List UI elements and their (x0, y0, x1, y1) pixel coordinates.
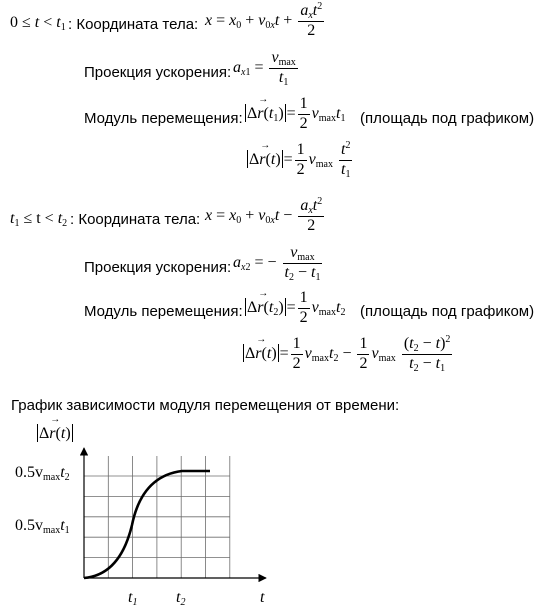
graph-caption: График зависимости модуля перемещения от времени: (11, 397, 400, 414)
displacement-curve (84, 471, 210, 578)
area-note-1: (площадь под графиком) (360, 110, 535, 127)
acceleration-label-2: Проекция ускорения: (84, 259, 232, 276)
graph-grid (84, 456, 230, 578)
interval-2: $t_1 \le t < t_2$ (10, 210, 68, 229)
displacement-formula-1b: Δ→ r(t) = $\frac{1}{2}$ $v_{max}$ $\frac{t^2}{t_1}$ (246, 142, 354, 179)
displacement-label-1: Модуль перемещения: (84, 110, 243, 127)
interval-1: $0 \le t < t_1$ (10, 14, 66, 33)
displacement-formula-1a: $\Delta\to r(t_1)$ = $\frac{1}{2}$ $v_{max}t_1$ (244, 96, 345, 133)
y-axis-label: Δ→ r(t) (36, 424, 74, 443)
coordinate-formula-2: $x = x_0 + v_{0x}t$ − $\frac{a_xt^2}{2}$ (205, 196, 323, 234)
x-tick-t1: t1 (128, 589, 138, 608)
coordinate-formula-1: $x = x_0 + v_{0x}t$ + $\frac{a_xt^2}{2}$ (205, 1, 323, 39)
x-tick-t2: t2 (176, 589, 186, 608)
displacement-formula-2a: $\Delta\to r(t_2)$ = $\frac{1}{2}$ $v_{max}t_2$ (244, 290, 345, 327)
displacement-graph (0, 430, 537, 608)
acceleration-formula-2: $a_{x2}$ = − $\frac{v_{max}}{t_2 - t_1}$ (233, 244, 321, 283)
area-note-2: (площадь под графиком) (360, 303, 535, 320)
displacement-formula-2b: Δ→ r(t) = $\frac{1}{2}$ $v_{max}t_2$ − $\frac{1}{2}$ $v_{max}$ $\frac{(t_2 - t)^2}{t_2 - t_1}$ (242, 336, 454, 373)
y-label-upper: 0.5vmaxt2 (15, 464, 70, 483)
x-axis-label: t (260, 589, 265, 606)
acceleration-formula-1: $a_{x1}$ = $\frac{v_{max}}{t_1}$ (233, 49, 296, 88)
displacement-label-2: Модуль перемещения: (84, 303, 243, 320)
acceleration-label-1: Проекция ускорения: (84, 64, 232, 81)
coordinate-label-1: : Координата тела: (68, 16, 199, 33)
y-label-lower: 0.5vmaxt1 (15, 517, 70, 536)
coordinate-label-2: : Координата тела: (70, 211, 201, 228)
